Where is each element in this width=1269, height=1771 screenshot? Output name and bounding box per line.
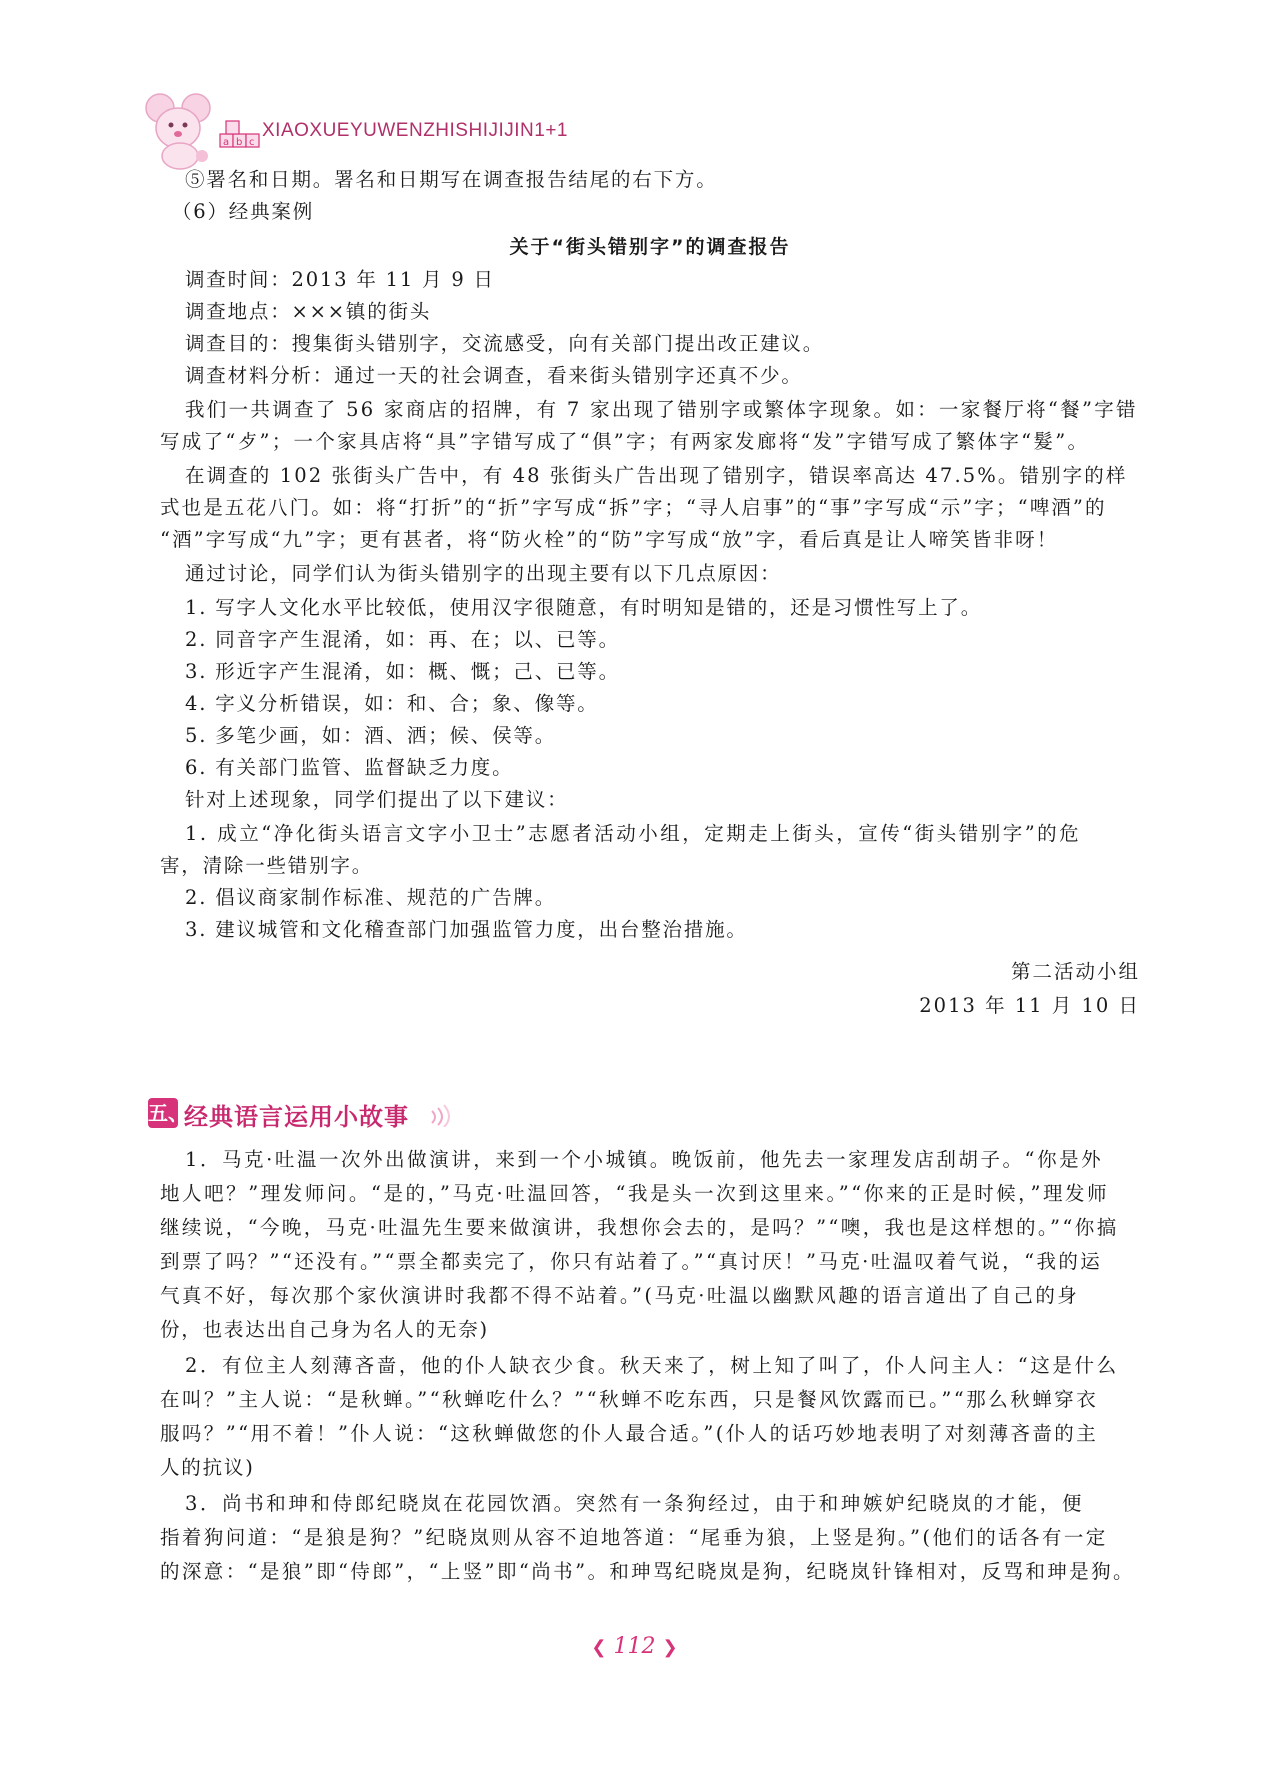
reason-item: 1. 写字人文化水平比较低，使用汉字很随意，有时明知是错的，还是习惯性写上了。 [185,596,983,619]
suggestion-item: 1. 成立“净化街头语言文字小卫士”志愿者活动小组，定期走上街头，宣传“街头错别字”的危 [185,822,1082,845]
suggestion-item: 害，清除一些错别字。 [160,854,374,877]
intro-line-signature: ⑤署名和日期。署名和日期写在调查报告结尾的右下方。 [185,168,718,191]
page-number-value: 112 [613,1634,656,1659]
reason-item: 5. 多笔少画，如：酒、洒；候、侯等。 [185,724,557,747]
reason-item: 3. 形近字产生混淆，如：概、慨；己、已等。 [185,660,620,683]
report-place: 调查地点：×××镇的街头 [185,300,432,323]
report-paragraph-line: 在调查的 102 张街头广告中，有 48 张街头广告出现了错别字，错误率高达 47.5%。错别字的样 [185,464,1128,487]
suggestion-item: 3. 建议城管和文化稽查部门加强监管力度，出台整治措施。 [185,918,748,941]
reason-item: 4. 字义分析错误，如：和、合；象、像等。 [185,692,599,715]
page-right-arrow-icon: ❯ [662,1637,678,1658]
section-number-badge: 五、 [148,1098,178,1128]
report-analysis: 调查材料分析：通过一天的社会调查，看来街头错别字还真不少。 [185,364,803,387]
report-paragraph-line: 我们一共调查了 56 家商店的招牌，有 7 家出现了错别字或繁体字现象。如：一家餐厅将“餐”字错 [185,398,1138,421]
story-line: 到票了吗？”“还没有。”“票全都卖完了，你只有站着了。”“真讨厌！”马克·吐温叹着气说，“我的运 [160,1250,1103,1273]
report-paragraph-line: “酒”字写成“九”字；更有甚者，将“防火栓”的“防”字写成“放”字，看后真是让人啼笑皆非呀！ [160,528,1059,551]
story-line: 地人吧？”理发师问。“是的，”马克·吐温回答，“我是头一次到这里来。”“你来的正是时候，”理发师 [160,1182,1110,1205]
report-purpose: 调查目的：搜集街头错别字，交流感受，向有关部门提出改正建议。 [185,332,825,355]
suggestion-item: 2. 倡议商家制作标准、规范的广告牌。 [185,886,557,909]
report-paragraph-line: 式也是五花八门。如：将“打折”的“折”字写成“拆”字；“寻人启事”的“事”字写成“示”字；“啤酒”的 [160,496,1107,519]
suggestions-intro: 针对上述现象，同学们提出了以下建议： [185,788,569,811]
page-left-arrow-icon: ❮ [591,1637,607,1658]
story-line: 指着狗问道：“是狼是狗？”纪晓岚则从容不迫地答道：“尾垂为狼，上竖是狗。”(他们的话各有一定 [160,1526,1108,1549]
story-line: 在叫？”主人说：“是秋蝉。”“秋蝉吃什么？”“秋蝉不吃东西，只是餐风饮露而已。”“那么秋蝉穿衣 [160,1388,1099,1411]
intro-line-case: （6）经典案例 [172,200,315,223]
story-line: 3．尚书和珅和侍郎纪晓岚在花园饮酒。突然有一条狗经过，由于和珅嫉妒纪晓岚的才能，便 [185,1492,1085,1515]
mouse-mascot-icon [140,90,220,170]
section-heading [148,1095,468,1133]
page-number [0,1634,1269,1659]
page-header [140,90,568,170]
story-line: 份，也表达出自己身为名人的无奈) [160,1318,489,1341]
story-line: 人的抗议) [160,1456,255,1479]
reason-item: 6. 有关部门监管、监督缺乏力度。 [185,756,514,779]
reason-item: 2. 同音字产生混淆，如：再、在；以、已等。 [185,628,620,651]
signal-waves-icon [428,1103,458,1127]
story-line: 1．马克·吐温一次外出做演讲，来到一个小城镇。晚饭前，他先去一家理发店刮胡子。“你是外 [185,1148,1104,1171]
report-time: 调查时间：2013 年 11 月 9 日 [185,268,495,291]
story-line: 继续说，“今晚，马克·吐温先生要来做演讲，我想你会去的，是吗？”“噢，我也是这样想的。”“你搞 [160,1216,1119,1239]
svg-text:b: b [236,137,243,148]
story-line: 服吗？”“用不着！”仆人说：“这秋蝉做您的仆人最合适。”(仆人的话巧妙地表明了对刻薄吝啬的主 [160,1422,1099,1445]
report-paragraph-line: 写成了“歺”；一个家具店将“具”字错写成了“俱”字；有两家发廊将“发”字错写成了繁体字“髮”。 [160,430,1090,453]
section-title: 经典语言运用小故事 [184,1102,409,1131]
svg-text:c: c [249,137,255,148]
reasons-intro: 通过讨论，同学们认为街头错别字的出现主要有以下几点原因： [185,562,782,585]
report-title: 关于“街头错别字”的调查报告 [509,236,791,258]
story-line: 的深意：“是狼”即“侍郎”，“上竖”即“尚书”。和珅骂纪晓岚是狗，纪晓岚针锋相对，反骂和珅是狗。 [160,1560,1135,1583]
series-title: XIAOXUEYUWENZHISHIJIJIN1+1 [262,120,568,141]
report-date: 2013 年 11 月 10 日 [919,994,1140,1017]
report-signature: 第二活动小组 [1010,960,1140,983]
abc-blocks-icon [218,118,262,152]
story-line: 2．有位主人刻薄吝啬，他的仆人缺衣少食。秋天来了，树上知了叫了，仆人问主人：“这是什么 [185,1354,1119,1377]
story-line: 气真不好，每次那个家伙演讲时我都不得不站着。”(马克·吐温以幽默风趣的语言道出了自己的身 [160,1284,1080,1307]
svg-text:a: a [223,137,230,148]
